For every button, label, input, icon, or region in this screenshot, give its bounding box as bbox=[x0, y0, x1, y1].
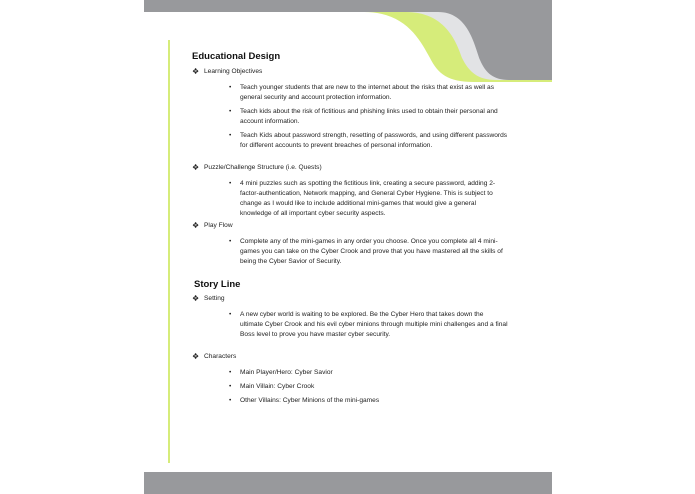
bullet-item bbox=[229, 310, 508, 340]
outline-item-label: Puzzle/Challenge Structure (i.e. Quests) bbox=[204, 164, 322, 171]
dot-bullet-icon: • bbox=[229, 369, 232, 376]
bullet-text: 4 mini puzzles such as spotting the fictitious link, creating a secure password, adding 2-factor-authentication, Network mapping, and General Cyber Hygiene. This is subject to change as I would like to include additional mini-games that would give a general knowledge of all important cyber security aspects. bbox=[240, 180, 496, 217]
dot-bullet-icon: • bbox=[229, 180, 232, 187]
outline-item bbox=[192, 163, 322, 172]
outline-item bbox=[192, 67, 263, 76]
diamond-bullet-icon: ❖ bbox=[192, 67, 200, 76]
outline-item bbox=[192, 294, 225, 303]
bullet-item bbox=[229, 107, 508, 127]
bullet-text: Main Villain: Cyber Crook bbox=[240, 383, 315, 390]
bullet-item bbox=[229, 237, 508, 267]
outline-item-label: Characters bbox=[204, 353, 237, 360]
bullet-text: Complete any of the mini-games in any order you choose. Once you complete all 4 mini-games you can take on the Cyber Crook and prove that you have mastered all the skills of being the Cyber Savior of Security. bbox=[240, 238, 503, 265]
dot-bullet-icon: • bbox=[229, 311, 232, 318]
bullet-text: Main Player/Hero: Cyber Savior bbox=[240, 369, 333, 376]
diamond-bullet-icon: ❖ bbox=[192, 352, 200, 361]
bullet-item bbox=[229, 396, 508, 406]
document-page bbox=[144, 0, 552, 494]
bullet-item bbox=[229, 83, 508, 103]
section-heading: Story Line bbox=[194, 279, 241, 290]
bullet-item bbox=[229, 179, 508, 219]
outline-item-label: Learning Objectives bbox=[204, 68, 263, 75]
outline-item-label: Setting bbox=[204, 295, 225, 302]
dot-bullet-icon: • bbox=[229, 108, 232, 115]
dot-bullet-icon: • bbox=[229, 383, 232, 390]
diamond-bullet-icon: ❖ bbox=[192, 163, 200, 172]
outline-item bbox=[192, 221, 233, 230]
section-heading: Educational Design bbox=[192, 51, 281, 62]
bullet-text: A new cyber world is waiting to be explored. Be the Cyber Hero that takes down the ultimate Cyber Crook and his evil cyber minions through multiple mini challenges and a final Boss level to prove you have master cyber security. bbox=[240, 311, 508, 338]
dot-bullet-icon: • bbox=[229, 238, 232, 245]
bullet-item bbox=[229, 368, 508, 378]
diamond-bullet-icon: ❖ bbox=[192, 294, 200, 303]
left-margin-rule bbox=[168, 40, 170, 463]
outline-item-label: Play Flow bbox=[204, 222, 233, 229]
header-wave-decoration bbox=[144, 0, 552, 90]
bullet-item bbox=[229, 382, 508, 392]
dot-bullet-icon: • bbox=[229, 84, 232, 91]
bullet-text: Other Villains: Cyber Minions of the mini-games bbox=[240, 397, 380, 404]
dot-bullet-icon: • bbox=[229, 397, 232, 404]
bullet-text: Teach Kids about password strength, resetting of passwords, and using different passwords for different accounts to prevent breaches of personal information. bbox=[240, 132, 508, 149]
dot-bullet-icon: • bbox=[229, 132, 232, 139]
bullet-item bbox=[229, 131, 508, 151]
footer-gray-band bbox=[144, 472, 552, 494]
header-gray-band bbox=[144, 0, 552, 12]
bullet-text: Teach kids about the risk of fictitious and phishing links used to obtain their personal and account information. bbox=[240, 108, 498, 125]
outline-item bbox=[192, 352, 237, 361]
bullet-text: Teach younger students that are new to the internet about the risks that exist as well as general security and account protection information. bbox=[240, 84, 495, 101]
diamond-bullet-icon: ❖ bbox=[192, 221, 200, 230]
